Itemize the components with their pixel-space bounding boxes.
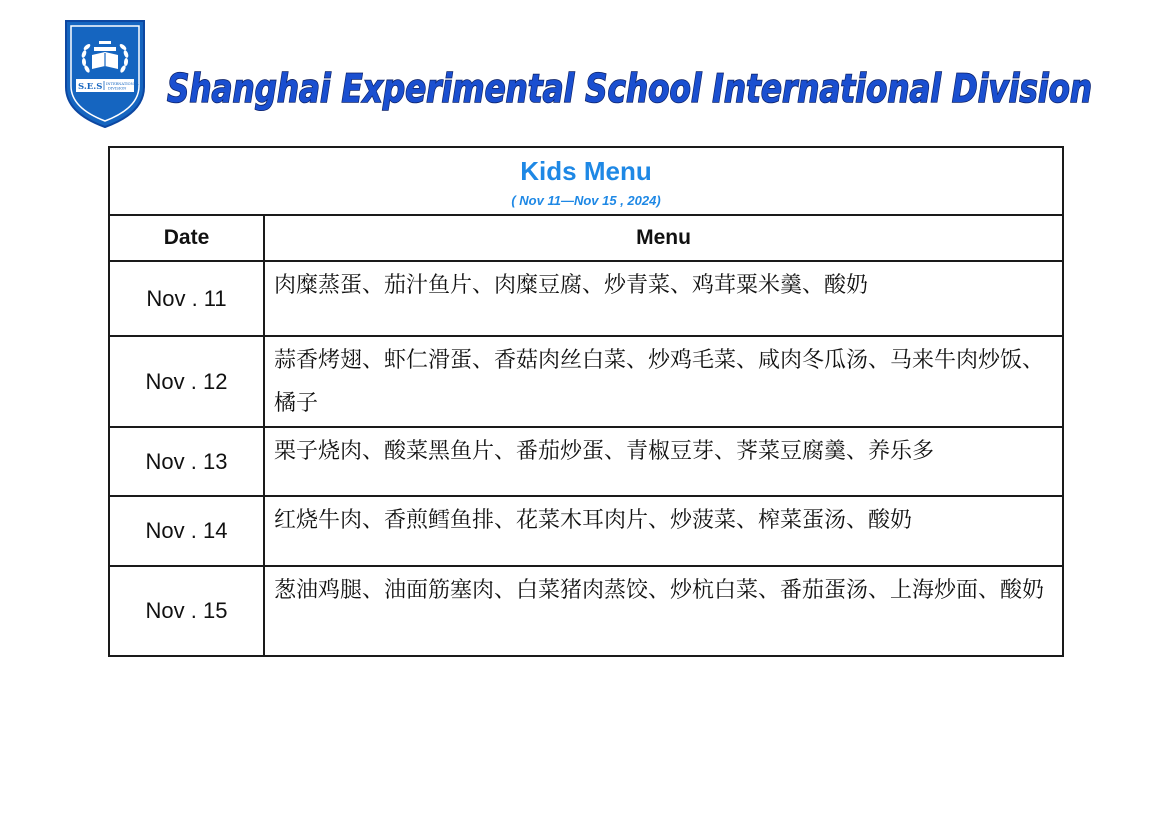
menu-cell: 栗子烧肉、酸菜黑鱼片、番茄炒蛋、青椒豆芽、荠菜豆腐羹、养乐多 (264, 427, 1063, 496)
svg-text:INTERNATIONAL: INTERNATIONAL (106, 82, 139, 86)
table-row (109, 566, 1063, 656)
date-cell: Nov . 11 (109, 261, 264, 336)
menu-title-cell (109, 147, 1063, 215)
menu-title: Kids Menu (520, 156, 652, 186)
school-logo-shield-icon (62, 17, 148, 129)
date-cell: Nov . 12 (109, 336, 264, 427)
menu-table (108, 146, 1064, 657)
page-header (0, 0, 1170, 140)
menu-cell: 蒜香烤翅、虾仁滑蛋、香菇肉丝白菜、炒鸡毛菜、咸肉冬瓜汤、马来牛肉炒饭、橘子 (264, 336, 1063, 427)
menu-date-range: ( Nov 11—Nov 15 , 2024) (511, 193, 661, 208)
table-row (109, 427, 1063, 496)
school-name-text: Shanghai Experimental School International Division (167, 67, 1092, 112)
svg-text:DIVISION: DIVISION (108, 86, 127, 91)
column-header-menu: Menu (264, 215, 1063, 261)
table-row (109, 261, 1063, 336)
date-cell: Nov . 13 (109, 427, 264, 496)
table-row (109, 496, 1063, 566)
menu-cell: 葱油鸡腿、油面筋塞肉、白菜猪肉蒸饺、炒杭白菜、番茄蛋汤、上海炒面、酸奶 (264, 566, 1063, 656)
column-header-date: Date (109, 215, 264, 261)
date-cell: Nov . 15 (109, 566, 264, 656)
school-name-heading (165, 60, 1125, 120)
menu-title-row (109, 147, 1063, 215)
table-row (109, 336, 1063, 427)
menu-cell: 肉糜蒸蛋、茄汁鱼片、肉糜豆腐、炒青菜、鸡茸粟米羹、酸奶 (264, 261, 1063, 336)
menu-cell: 红烧牛肉、香煎鳕鱼排、花菜木耳肉片、炒菠菜、榨菜蛋汤、酸奶 (264, 496, 1063, 566)
svg-text:S.E.S: S.E.S (78, 82, 103, 92)
date-cell: Nov . 14 (109, 496, 264, 566)
column-header-row (109, 215, 1063, 261)
